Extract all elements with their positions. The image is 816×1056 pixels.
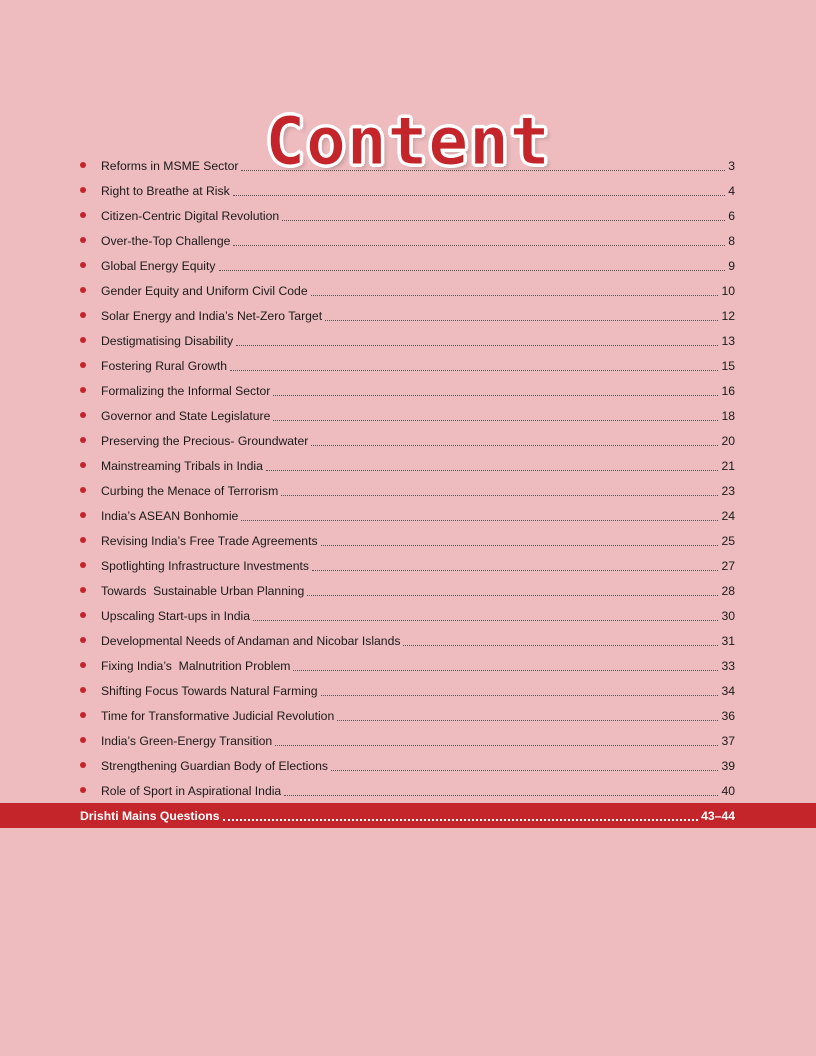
toc-entry-title: Formalizing the Informal Sector (101, 383, 271, 398)
toc-page-number: 39 (721, 758, 735, 773)
toc-item[interactable] (0, 653, 816, 678)
toc-page-number: 40 (721, 783, 735, 798)
bullet-icon (80, 212, 86, 218)
bullet-icon (80, 762, 86, 768)
bullet-icon (80, 187, 86, 193)
toc-page-number: 4 (728, 183, 735, 198)
toc-page-number: 28 (721, 583, 735, 598)
dot-leader (236, 344, 718, 346)
dot-leader (331, 769, 718, 771)
toc-item[interactable] (0, 428, 816, 453)
toc-entry-title: Citizen-Centric Digital Revolution (101, 208, 280, 223)
bullet-icon (80, 512, 86, 518)
toc-page-number: 33 (721, 658, 735, 673)
toc-entry-link[interactable] (101, 603, 735, 628)
toc-entry-title: Revising India’s Free Trade Agreements (101, 533, 318, 548)
toc-entry-link[interactable] (101, 178, 735, 203)
toc-entry-title: Preserving the Precious- Groundwater (101, 433, 309, 448)
toc-page-number: 27 (721, 558, 735, 573)
toc-item[interactable] (0, 628, 816, 653)
toc-item[interactable] (0, 378, 816, 403)
toc-entry-link[interactable] (101, 153, 735, 178)
toc-item[interactable] (0, 503, 816, 528)
toc-entry-title: Spotlighting Infrastructure Investments (101, 558, 309, 573)
toc-entry-link[interactable] (101, 453, 735, 478)
dot-leader (282, 219, 725, 221)
toc-entry-link[interactable] (101, 228, 735, 253)
toc-item[interactable] (0, 578, 816, 603)
bullet-icon (80, 537, 86, 543)
dot-leader (403, 644, 718, 646)
bullet-icon (80, 362, 86, 368)
bullet-icon (80, 287, 86, 293)
toc-page-number: 20 (721, 433, 735, 448)
toc-entry-link[interactable] (101, 528, 735, 553)
bullet-icon (80, 412, 86, 418)
bullet-icon (80, 787, 86, 793)
toc-item[interactable] (0, 228, 816, 253)
toc-entry-link[interactable] (101, 628, 735, 653)
toc-entry-link[interactable] (101, 328, 735, 353)
bullet-icon (80, 712, 86, 718)
toc-page-number: 25 (721, 533, 735, 548)
toc-entry-title: Strengthening Guardian Body of Elections (101, 758, 328, 773)
toc-item[interactable] (0, 303, 816, 328)
dot-leader (241, 519, 718, 521)
toc-entry-title: India’s ASEAN Bonhomie (101, 508, 239, 523)
toc-entry-title: Gender Equity and Uniform Civil Code (101, 283, 308, 298)
toc-item[interactable] (0, 528, 816, 553)
bullet-icon (80, 262, 86, 268)
bullet-icon (80, 562, 86, 568)
toc-entry-title: Fostering Rural Growth (101, 358, 227, 373)
toc-page-number: 37 (721, 733, 735, 748)
toc-entry-link[interactable] (101, 653, 735, 678)
toc-entry-link[interactable] (101, 778, 735, 803)
toc-page-number: 30 (721, 608, 735, 623)
bullet-icon (80, 437, 86, 443)
dot-leader (312, 569, 718, 571)
toc-entry-link[interactable] (101, 378, 735, 403)
toc-entry-title: Global Energy Equity (101, 258, 216, 273)
dot-leader (311, 294, 719, 296)
toc-page-number: 6 (728, 208, 735, 223)
bullet-icon (80, 387, 86, 393)
toc-item[interactable] (0, 253, 816, 278)
toc-item[interactable] (0, 553, 816, 578)
toc-page-number: 36 (721, 708, 735, 723)
toc-page-number: 24 (721, 508, 735, 523)
mains-questions-link[interactable] (80, 803, 735, 828)
dot-leader (233, 244, 725, 246)
toc-entry-title: Shifting Focus Towards Natural Farming (101, 683, 318, 698)
dot-leader (253, 619, 718, 621)
toc-item[interactable] (0, 328, 816, 353)
toc-item[interactable] (0, 703, 816, 728)
bullet-icon (80, 687, 86, 693)
dot-leader (337, 719, 718, 721)
toc-page-number: 31 (721, 633, 735, 648)
dot-leader (325, 319, 718, 321)
toc-entry-link[interactable] (101, 403, 735, 428)
toc-entry-title: Over-the-Top Challenge (101, 233, 231, 248)
page-title: Content (265, 103, 551, 181)
toc-item[interactable] (0, 353, 816, 378)
banner-title: Drishti Mains Questions (80, 808, 220, 823)
bullet-icon (80, 737, 86, 743)
dot-leader (293, 669, 718, 671)
toc-entry-title: Fixing India’s Malnutrition Problem (101, 658, 291, 673)
dot-leader (241, 169, 725, 171)
bullet-icon (80, 162, 86, 168)
toc-item[interactable] (0, 278, 816, 303)
toc-page-number: 12 (721, 308, 735, 323)
dot-leader (321, 694, 719, 696)
bullet-icon (80, 587, 86, 593)
bullet-icon (80, 612, 86, 618)
toc-item[interactable] (0, 453, 816, 478)
toc-item[interactable] (0, 728, 816, 753)
toc-page-number: 3 (728, 158, 735, 173)
toc-page-number: 13 (721, 333, 735, 348)
banner-page-range: 43–44 (701, 808, 735, 823)
bullet-icon (80, 662, 86, 668)
mains-questions-banner (0, 803, 816, 828)
bullet-icon (80, 637, 86, 643)
bullet-icon (80, 337, 86, 343)
dot-leader (275, 744, 718, 746)
table-of-contents (0, 153, 816, 803)
dot-leader (223, 818, 699, 821)
toc-item[interactable] (0, 678, 816, 703)
toc-item[interactable] (0, 153, 816, 178)
toc-item[interactable] (0, 403, 816, 428)
toc-entry-title: Developmental Needs of Andaman and Nicobar Islands (101, 633, 401, 648)
dot-leader (321, 544, 719, 546)
toc-entry-link[interactable] (101, 353, 735, 378)
toc-entry-link[interactable] (101, 703, 735, 728)
toc-page-number: 8 (728, 233, 735, 248)
toc-item[interactable] (0, 603, 816, 628)
dot-leader (281, 494, 718, 496)
toc-entry-title: Solar Energy and India’s Net-Zero Target (101, 308, 323, 323)
toc-entry-title: Destigmatising Disability (101, 333, 234, 348)
toc-entry-title: India’s Green-Energy Transition (101, 733, 273, 748)
toc-entry-link[interactable] (101, 728, 735, 753)
toc-entry-title: Right to Breathe at Risk (101, 183, 230, 198)
toc-entry-title: Role of Sport in Aspirational India (101, 783, 282, 798)
toc-entry-link[interactable] (101, 478, 735, 503)
dot-leader (307, 594, 718, 596)
toc-entry-title: Mainstreaming Tribals in India (101, 458, 263, 473)
toc-entry-title: Reforms in MSME Sector (101, 158, 239, 173)
toc-item[interactable] (0, 478, 816, 503)
dot-leader (233, 194, 726, 196)
toc-page-number: 10 (721, 283, 735, 298)
dot-leader (284, 794, 718, 796)
dot-leader (311, 444, 718, 446)
bullet-icon (80, 462, 86, 468)
dot-leader (273, 419, 718, 421)
toc-entry-title: Upscaling Start-ups in India (101, 608, 251, 623)
toc-entry-link[interactable] (101, 303, 735, 328)
toc-entry-link[interactable] (101, 753, 735, 778)
toc-entry-title: Time for Transformative Judicial Revolution (101, 708, 335, 723)
toc-entry-title: Curbing the Menace of Terrorism (101, 483, 279, 498)
toc-page-number: 15 (721, 358, 735, 373)
dot-leader (230, 369, 718, 371)
toc-entry-link[interactable] (101, 503, 735, 528)
toc-page-number: 23 (721, 483, 735, 498)
toc-item[interactable] (0, 753, 816, 778)
toc-entry-link[interactable] (101, 428, 735, 453)
bullet-icon (80, 487, 86, 493)
toc-entry-link[interactable] (101, 553, 735, 578)
toc-page-number: 16 (721, 383, 735, 398)
toc-page-number: 34 (721, 683, 735, 698)
toc-entry-title: Governor and State Legislature (101, 408, 271, 423)
toc-entry-link[interactable] (101, 203, 735, 228)
toc-page-number: 18 (721, 408, 735, 423)
dot-leader (266, 469, 719, 471)
toc-entry-link[interactable] (101, 578, 735, 603)
bullet-icon (80, 312, 86, 318)
bullet-icon (80, 237, 86, 243)
toc-entry-title: Towards Sustainable Urban Planning (101, 583, 305, 598)
toc-entry-link[interactable] (101, 253, 735, 278)
dot-leader (273, 394, 718, 396)
toc-item[interactable] (0, 203, 816, 228)
toc-entry-link[interactable] (101, 678, 735, 703)
toc-page-number: 21 (721, 458, 735, 473)
toc-entry-link[interactable] (101, 278, 735, 303)
toc-item[interactable] (0, 778, 816, 803)
toc-item[interactable] (0, 178, 816, 203)
toc-page-number: 9 (728, 258, 735, 273)
dot-leader (219, 269, 726, 271)
